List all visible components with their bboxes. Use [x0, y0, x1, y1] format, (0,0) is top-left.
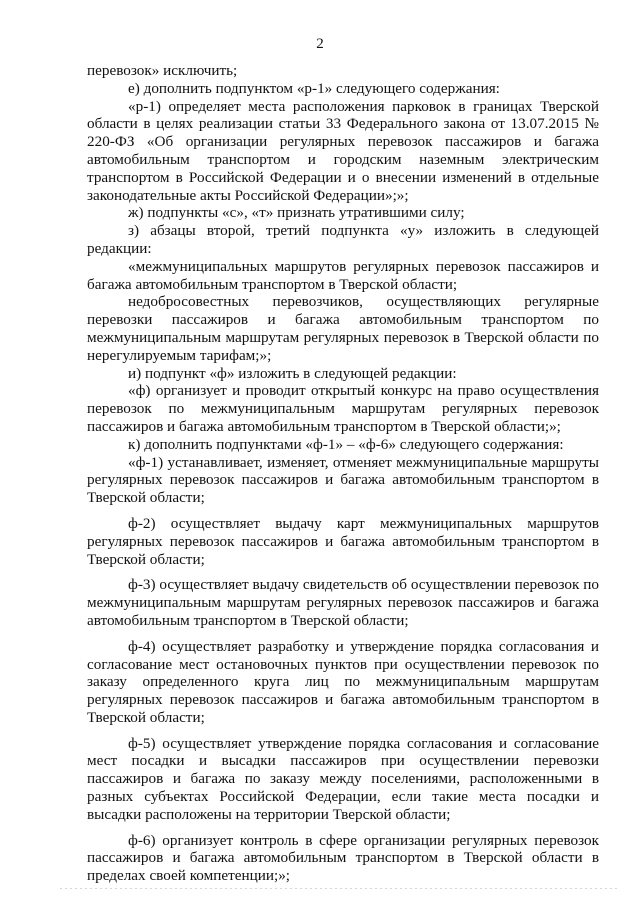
scan-artifact — [60, 888, 620, 889]
paragraph-1: перевозок» исключить; — [87, 62, 238, 79]
paragraph-7: недобросовестных перевозчиков, осуществляющих регулярные перевозки пассажиров и багажа автомобильным транспортом по межмуниципальным маршрутам регулярных перевозок в Тверской области по нерегулируемым тарифам;»; — [87, 293, 599, 364]
paragraph-8: и) подпункт «ф» изложить в следующей редакции: — [128, 364, 457, 382]
paragraph-14: ф-4) осуществляет разработку и утверждение порядка согласования и согласование мест остановочных пунктов при осуществлении перевозок по заказу определенного круга лиц по межмуниципальным маршрутам регулярных перевозок пассажиров и багажа автомобильным транспортом в Тверской области; — [87, 637, 599, 726]
paragraph-12: ф-2) осуществляет выдачу карт межмуниципальных маршрутов регулярных перевозок пассажиров и багажа автомобильным транспортом в Тверской области; — [87, 514, 599, 568]
page-number: 2 — [316, 36, 324, 52]
paragraph-10: к) дополнить подпунктами «ф-1» – «ф-6» следующего содержания: — [128, 435, 564, 453]
paragraph-16: ф-6) организует контроль в сфере организации регулярных перевозок пассажиров и багажа автомобильным транспортом в Тверской области в пределах своей компетенции;»; — [87, 831, 599, 885]
paragraph-4: ж) подпункты «с», «т» признать утратившими силу; — [128, 204, 465, 222]
paragraph-11: «ф-1) устанавливает, изменяет, отменяет межмуниципальные маршруты регулярных перевозок пассажиров и багажа автомобильным транспортом в Тверской области; — [87, 453, 599, 507]
document-body — [87, 62, 599, 885]
paragraph-2: е) дополнить подпунктом «р-1» следующего содержания: — [128, 79, 500, 97]
paragraph-9: «ф) организует и проводит открытый конкурс на право осуществления перевозок по межмуниципальным маршрутам регулярных перевозок пассажиров и багажа автомобильным транспортом в Тверской области;»; — [87, 382, 599, 435]
paragraph-13: ф-3) осуществляет выдачу свидетельств об осуществлении перевозок по межмуниципальным маршрутам регулярных перевозок пассажиров и багажа автомобильным транспортом в Тверской области; — [87, 576, 599, 629]
paragraph-5: з) абзацы второй, третий подпункта «у» изложить в следующей редакции: — [87, 222, 599, 257]
paragraph-6: «межмуниципальных маршрутов регулярных перевозок пассажиров и багажа автомобильным транспортом в Тверской области; — [87, 257, 599, 293]
paragraph-3: «р-1) определяет места расположения парковок в границах Тверской области в целях реализации статьи 33 Федерального закона от 13.07.2015 № 220-ФЗ «Об организации регулярных перевозок пассажиров и багажа автомобильным транспортом и городским наземным электрическим транспортом в Российской Федерации и о внесении изменений в отдельные законодательные акты Российской Федерации»;»; — [87, 97, 599, 204]
paragraph-15: ф-5) осуществляет утверждение порядка согласования и согласование мест посадки и высадки пассажиров при осуществлении перевозки пассажиров и багажа по заказу между поселениями, расположенными в разных субъектах Российской Федерации, если такие места посадки и высадки расположены на территории Тверской области; — [87, 734, 599, 823]
